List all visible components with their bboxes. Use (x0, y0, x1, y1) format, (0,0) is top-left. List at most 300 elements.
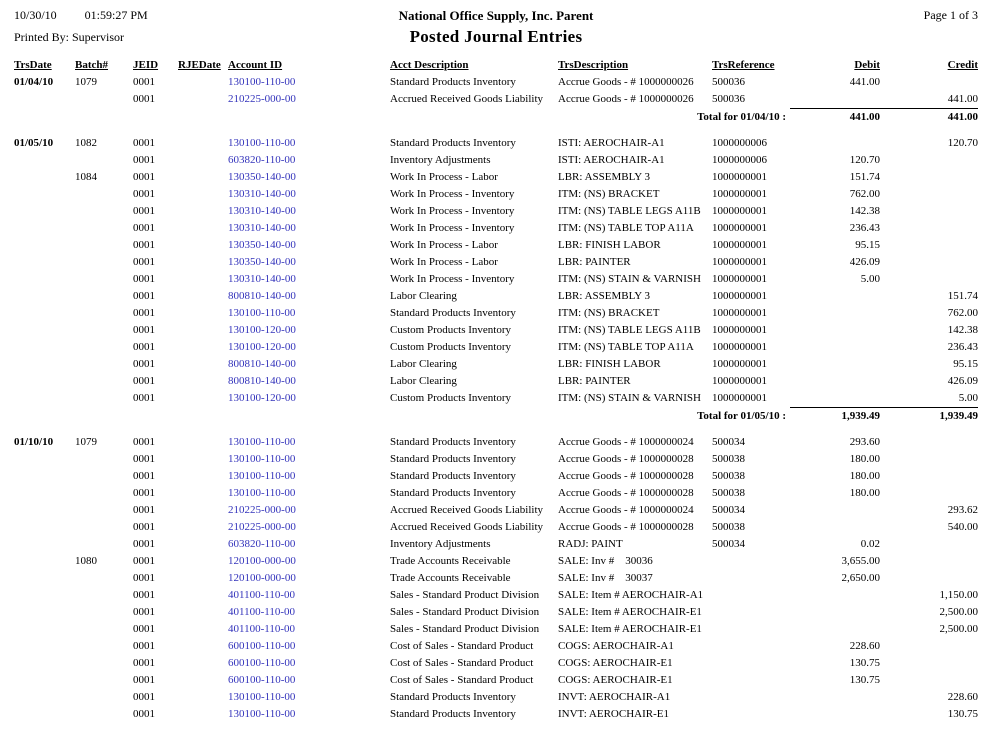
batch-cell: 1080 (75, 555, 97, 567)
batch-cell (75, 254, 133, 271)
acct-description-cell: Work In Process - Inventory (390, 273, 515, 285)
acct-description-cell: Inventory Adjustments (390, 154, 491, 166)
trs-date-cell (14, 468, 75, 485)
credit-cell (880, 536, 978, 553)
credit-cell (880, 570, 978, 587)
jeid-cell: 0001 (133, 470, 155, 482)
jeid-cell: 0001 (133, 358, 155, 370)
rje-date-cell (178, 604, 228, 621)
col-trsdate: TrsDate (14, 59, 52, 71)
trs-description-cell: ITM: (NS) TABLE TOP A11A (558, 341, 694, 353)
account-id-link[interactable]: 130100-110-00 (228, 470, 296, 482)
report-title: Posted Journal Entries (409, 27, 583, 46)
debit-cell (790, 339, 880, 356)
credit-cell: 441.00 (947, 93, 978, 105)
trs-date-cell (14, 519, 75, 536)
trs-reference-cell: 1000000001 (712, 375, 767, 387)
trs-description-cell: LBR: ASSEMBLY 3 (558, 171, 651, 183)
account-id-link[interactable]: 130100-110-00 (228, 307, 296, 319)
trs-date-cell (14, 203, 75, 220)
group-spacer (14, 723, 978, 732)
trs-reference-cell (712, 621, 790, 638)
rje-date-cell (178, 672, 228, 689)
debit-cell (790, 390, 880, 408)
trs-reference-cell: 1000000001 (712, 205, 767, 217)
debit-cell: 5.00 (860, 273, 880, 285)
debit-cell: 2,650.00 (841, 572, 880, 584)
acct-description-cell: Sales - Standard Product Division (390, 623, 540, 635)
account-id-link[interactable]: 130350-140-00 (228, 239, 296, 251)
credit-cell (880, 672, 978, 689)
column-header-row (14, 57, 978, 74)
batch-cell (75, 468, 133, 485)
trs-date-cell: 01/10/10 (14, 436, 54, 448)
rje-date-cell (178, 638, 228, 655)
jeid-cell: 0001 (133, 453, 155, 465)
trs-description-cell: Accrue Goods - # 1000000026 (558, 76, 694, 88)
trs-date-cell (14, 288, 75, 305)
debit-cell (790, 587, 880, 604)
print-date: 10/30/10 (14, 8, 57, 22)
credit-cell (880, 74, 978, 91)
account-id-link[interactable]: 600100-110-00 (228, 657, 296, 669)
jeid-cell: 0001 (133, 708, 155, 720)
trs-reference-cell (712, 655, 790, 672)
account-id-link[interactable]: 130100-120-00 (228, 324, 296, 336)
trs-date-cell (14, 638, 75, 655)
journal-entry-row (14, 339, 978, 356)
debit-cell: 441.00 (849, 76, 880, 88)
batch-cell (75, 271, 133, 288)
jeid-cell: 0001 (133, 589, 155, 601)
credit-cell (880, 203, 978, 220)
trs-reference-cell (712, 587, 790, 604)
trs-description-cell: ITM: (NS) TABLE TOP A11A (558, 222, 694, 234)
credit-cell (880, 152, 978, 169)
rje-date-cell (178, 339, 228, 356)
acct-description-cell: Custom Products Inventory (390, 392, 511, 404)
account-id-link[interactable]: 130310-140-00 (228, 273, 296, 285)
credit-cell: 5.00 (958, 392, 978, 404)
rje-date-cell (178, 203, 228, 220)
debit-cell: 130.75 (849, 674, 880, 686)
trs-description-cell: ITM: (NS) TABLE LEGS A11B (558, 324, 701, 336)
rje-date-cell (178, 536, 228, 553)
account-id-link[interactable]: 600100-110-00 (228, 640, 296, 652)
rje-date-cell (178, 468, 228, 485)
credit-cell (880, 169, 978, 186)
col-trs-reference: TrsReference (712, 59, 775, 71)
trs-date-cell: 01/05/10 (14, 137, 54, 149)
jeid-cell: 0001 (133, 256, 155, 268)
journal-entry-row (14, 237, 978, 254)
jeid-cell: 0001 (133, 487, 155, 499)
trs-description-cell: ISTI: AEROCHAIR-A1 (558, 137, 665, 149)
jeid-cell: 0001 (133, 623, 155, 635)
trs-description-cell: LBR: FINISH LABOR (558, 239, 661, 251)
rje-date-cell (178, 322, 228, 339)
batch-cell (75, 485, 133, 502)
jeid-cell: 0001 (133, 93, 155, 105)
trs-description-cell: COGS: AEROCHAIR-E1 (558, 674, 673, 686)
trs-reference-cell: 1000000001 (712, 358, 767, 370)
credit-cell: 236.43 (947, 341, 978, 353)
acct-description-cell: Trade Accounts Receivable (390, 572, 511, 584)
trs-reference-cell: 1000000001 (712, 392, 767, 404)
account-id-link[interactable]: 401100-110-00 (228, 606, 296, 618)
journal-entry-row (14, 434, 978, 451)
batch-cell (75, 91, 133, 109)
jeid-cell: 0001 (133, 171, 155, 183)
trs-description-cell: SALE: Item # AEROCHAIR-A1 (558, 589, 704, 601)
batch-cell: 1079 (75, 76, 97, 88)
debit-cell: 130.75 (849, 657, 880, 669)
trs-date-cell (14, 271, 75, 288)
credit-cell: 426.09 (947, 375, 978, 387)
account-id-link[interactable]: 401100-110-00 (228, 623, 296, 635)
credit-cell: 2,500.00 (939, 606, 978, 618)
debit-cell: 120.70 (849, 154, 880, 166)
trs-reference-cell: 500038 (712, 470, 745, 482)
trs-reference-cell: 500038 (712, 453, 745, 465)
trs-reference-cell: 1000000001 (712, 324, 767, 336)
col-credit: Credit (947, 59, 978, 71)
batch-cell: 1082 (75, 137, 97, 149)
journal-entry-row (14, 271, 978, 288)
trs-reference-cell: 1000000006 (712, 154, 767, 166)
account-id-link[interactable]: 130310-140-00 (228, 205, 296, 217)
acct-description-cell: Accrued Received Goods Liability (390, 521, 544, 533)
jeid-cell: 0001 (133, 572, 155, 584)
jeid-cell: 0001 (133, 657, 155, 669)
trs-description-cell: ITM: (NS) STAIN & VARNISH (558, 392, 701, 404)
account-id-link[interactable]: 603820-110-00 (228, 154, 296, 166)
group-total-credit: 441.00 (880, 109, 978, 127)
batch-cell (75, 587, 133, 604)
trs-description-cell: INVT: AEROCHAIR-E1 (558, 708, 669, 720)
jeid-cell: 0001 (133, 436, 155, 448)
acct-description-cell: Labor Clearing (390, 375, 457, 387)
account-id-link[interactable]: 130350-140-00 (228, 171, 296, 183)
rje-date-cell (178, 434, 228, 451)
group-total-label: Total for 01/05/10 : (697, 409, 786, 422)
journal-entry-row (14, 621, 978, 638)
journal-entry-row (14, 672, 978, 689)
batch-cell (75, 237, 133, 254)
account-id-link[interactable]: 130310-140-00 (228, 222, 296, 234)
trs-date-cell (14, 186, 75, 203)
credit-cell: 540.00 (947, 521, 978, 533)
batch-cell (75, 604, 133, 621)
credit-cell: 2,500.00 (939, 623, 978, 635)
debit-cell (790, 604, 880, 621)
journal-entry-row (14, 356, 978, 373)
account-id-link[interactable]: 130100-110-00 (228, 708, 296, 720)
jeid-cell: 0001 (133, 691, 155, 703)
trs-date-cell (14, 390, 75, 408)
rje-date-cell (178, 305, 228, 322)
debit-cell (790, 706, 880, 723)
rje-date-cell (178, 237, 228, 254)
rje-date-cell (178, 502, 228, 519)
acct-description-cell: Work In Process - Inventory (390, 222, 515, 234)
batch-cell (75, 638, 133, 655)
debit-cell: 3,655.00 (841, 555, 880, 567)
trs-reference-cell: 1000000001 (712, 307, 767, 319)
account-id-link[interactable]: 130100-110-00 (228, 76, 296, 88)
debit-cell: 0.02 (860, 538, 880, 550)
group-total-debit: 441.00 (790, 109, 880, 127)
trs-reference-cell (712, 638, 790, 655)
journal-entry-row (14, 373, 978, 390)
journal-entry-row (14, 604, 978, 621)
trs-description-cell: INVT: AEROCHAIR-A1 (558, 691, 671, 703)
journal-entry-row (14, 468, 978, 485)
jeid-cell: 0001 (133, 375, 155, 387)
trs-description-cell: Accrue Goods - # 1000000024 (558, 436, 694, 448)
jeid-cell: 0001 (133, 606, 155, 618)
credit-cell: 293.62 (947, 504, 978, 516)
batch-cell (75, 305, 133, 322)
group-spacer (14, 126, 978, 135)
print-datetime (14, 8, 249, 23)
batch-cell: 1084 (75, 171, 97, 183)
journal-entry-row (14, 390, 978, 408)
trs-date-cell (14, 621, 75, 638)
rje-date-cell (178, 91, 228, 109)
rje-date-cell (178, 271, 228, 288)
trs-reference-cell: 1000000001 (712, 273, 767, 285)
jeid-cell: 0001 (133, 324, 155, 336)
account-id-link[interactable]: 120100-000-00 (228, 555, 296, 567)
account-id-link[interactable]: 800810-140-00 (228, 290, 296, 302)
trs-reference-cell (712, 553, 790, 570)
rje-date-cell (178, 186, 228, 203)
col-rjedate: RJEDate (178, 59, 221, 71)
acct-description-cell: Cost of Sales - Standard Product (390, 674, 534, 686)
journal-entry-row (14, 169, 978, 186)
acct-description-cell: Work In Process - Inventory (390, 205, 515, 217)
trs-reference-cell: 1000000001 (712, 290, 767, 302)
journal-entry-row (14, 152, 978, 169)
trs-date-cell (14, 220, 75, 237)
jeid-cell: 0001 (133, 640, 155, 652)
trs-date-cell (14, 451, 75, 468)
trs-date-cell (14, 91, 75, 109)
print-time: 01:59:27 PM (84, 8, 148, 22)
account-id-link[interactable]: 120100-000-00 (228, 572, 296, 584)
acct-description-cell: Work In Process - Labor (390, 239, 498, 251)
journal-entries-table (14, 57, 978, 732)
credit-cell (880, 553, 978, 570)
debit-cell (790, 135, 880, 152)
jeid-cell: 0001 (133, 290, 155, 302)
journal-entry-row (14, 220, 978, 237)
acct-description-cell: Cost of Sales - Standard Product (390, 657, 534, 669)
debit-cell: 180.00 (849, 487, 880, 499)
debit-cell: 95.15 (855, 239, 880, 251)
account-id-link[interactable]: 130100-120-00 (228, 341, 296, 353)
journal-entry-row (14, 203, 978, 220)
rje-date-cell (178, 689, 228, 706)
acct-description-cell: Accrued Received Goods Liability (390, 504, 544, 516)
journal-entry-row (14, 322, 978, 339)
trs-description-cell: COGS: AEROCHAIR-E1 (558, 657, 673, 669)
trs-reference-cell (712, 604, 790, 621)
trs-description-cell: ITM: (NS) BRACKET (558, 307, 660, 319)
account-id-link[interactable]: 130100-110-00 (228, 453, 296, 465)
batch-cell (75, 152, 133, 169)
account-id-link[interactable]: 600100-110-00 (228, 674, 296, 686)
account-id-link[interactable]: 800810-140-00 (228, 375, 296, 387)
debit-cell (790, 519, 880, 536)
journal-entry-row (14, 186, 978, 203)
jeid-cell: 0001 (133, 76, 155, 88)
trs-date-cell (14, 689, 75, 706)
trs-description-cell: LBR: ASSEMBLY 3 (558, 290, 651, 302)
journal-entry-row (14, 638, 978, 655)
account-id-link[interactable]: 130100-110-00 (228, 691, 296, 703)
account-id-link[interactable]: 130310-140-00 (228, 188, 296, 200)
acct-description-cell: Work In Process - Inventory (390, 188, 515, 200)
group-total-credit: 1,939.49 (880, 408, 978, 426)
rje-date-cell (178, 519, 228, 536)
rje-date-cell (178, 169, 228, 186)
rje-date-cell (178, 135, 228, 152)
trs-reference-cell: 1000000001 (712, 256, 767, 268)
debit-cell (790, 502, 880, 519)
batch-cell (75, 220, 133, 237)
rje-date-cell (178, 390, 228, 408)
account-id-link[interactable]: 800810-140-00 (228, 358, 296, 370)
credit-cell: 130.75 (947, 708, 978, 720)
trs-date-cell (14, 152, 75, 169)
account-id-link[interactable]: 210225-000-00 (228, 93, 296, 105)
trs-description-cell: COGS: AEROCHAIR-A1 (558, 640, 674, 652)
jeid-cell: 0001 (133, 137, 155, 149)
trs-description-cell: RADJ: PAINT (558, 538, 623, 550)
trs-reference-cell: 1000000001 (712, 222, 767, 234)
credit-cell: 762.00 (947, 307, 978, 319)
header-center (249, 8, 743, 47)
batch-cell (75, 356, 133, 373)
page-indicator: Page 1 of 3 (923, 8, 978, 22)
journal-entry-row (14, 587, 978, 604)
account-id-link[interactable]: 130100-120-00 (228, 392, 296, 404)
rje-date-cell (178, 655, 228, 672)
jeid-cell: 0001 (133, 504, 155, 516)
jeid-cell: 0001 (133, 273, 155, 285)
batch-cell (75, 672, 133, 689)
debit-cell (790, 373, 880, 390)
debit-cell: 426.09 (849, 256, 880, 268)
batch-cell (75, 655, 133, 672)
col-jeid: JEID (133, 59, 159, 71)
rje-date-cell (178, 288, 228, 305)
acct-description-cell: Standard Products Inventory (390, 470, 516, 482)
account-id-link[interactable]: 130100-110-00 (228, 436, 296, 448)
debit-cell: 151.74 (849, 171, 880, 183)
trs-reference-cell (712, 706, 790, 723)
account-id-link[interactable]: 401100-110-00 (228, 589, 296, 601)
account-id-link[interactable]: 210225-000-00 (228, 504, 296, 516)
trs-reference-cell: 500038 (712, 487, 745, 499)
trs-description-cell: Accrue Goods - # 1000000026 (558, 93, 694, 105)
journal-entry-row (14, 135, 978, 152)
debit-cell: 142.38 (849, 205, 880, 217)
acct-description-cell: Sales - Standard Product Division (390, 606, 540, 618)
acct-description-cell: Sales - Standard Product Division (390, 589, 540, 601)
acct-description-cell: Standard Products Inventory (390, 436, 516, 448)
journal-entry-row (14, 485, 978, 502)
account-id-link[interactable]: 210225-000-00 (228, 521, 296, 533)
batch-cell (75, 288, 133, 305)
jeid-cell: 0001 (133, 555, 155, 567)
trs-description-cell: SALE: Inv # 30036 (558, 555, 653, 567)
report-header (14, 8, 978, 47)
journal-entry-row (14, 706, 978, 723)
trs-description-cell: LBR: PAINTER (558, 375, 631, 387)
trs-description-cell: LBR: PAINTER (558, 256, 631, 268)
group-total-label: Total for 01/04/10 : (697, 110, 786, 123)
trs-date-cell (14, 502, 75, 519)
jeid-cell: 0001 (133, 222, 155, 234)
journal-entry-row (14, 655, 978, 672)
debit-cell: 762.00 (849, 188, 880, 200)
credit-cell: 228.60 (947, 691, 978, 703)
batch-cell (75, 322, 133, 339)
account-id-link[interactable]: 130100-110-00 (228, 137, 296, 149)
trs-date-cell (14, 485, 75, 502)
acct-description-cell: Inventory Adjustments (390, 538, 491, 550)
debit-cell (790, 356, 880, 373)
journal-entry-row (14, 74, 978, 91)
debit-cell (790, 621, 880, 638)
trs-description-cell: ISTI: AEROCHAIR-A1 (558, 154, 665, 166)
account-id-link[interactable]: 130350-140-00 (228, 256, 296, 268)
group-spacer (14, 425, 978, 434)
trs-description-cell: Accrue Goods - # 1000000028 (558, 487, 694, 499)
journal-entry-row (14, 570, 978, 587)
trs-description-cell: ITM: (NS) BRACKET (558, 188, 660, 200)
group-total-row (14, 408, 978, 426)
batch-cell (75, 203, 133, 220)
journal-entry-row (14, 553, 978, 570)
batch-cell (75, 621, 133, 638)
rje-date-cell (178, 621, 228, 638)
trs-date-cell (14, 169, 75, 186)
jeid-cell: 0001 (133, 521, 155, 533)
credit-cell (880, 638, 978, 655)
account-id-link[interactable]: 603820-110-00 (228, 538, 296, 550)
debit-cell (790, 305, 880, 322)
batch-cell: 1079 (75, 436, 97, 448)
acct-description-cell: Custom Products Inventory (390, 341, 511, 353)
jeid-cell: 0001 (133, 674, 155, 686)
account-id-link[interactable]: 130100-110-00 (228, 487, 296, 499)
trs-date-cell (14, 254, 75, 271)
trs-description-cell: Accrue Goods - # 1000000024 (558, 504, 694, 516)
trs-date-cell: 01/04/10 (14, 76, 54, 88)
batch-cell (75, 502, 133, 519)
trs-date-cell (14, 604, 75, 621)
acct-description-cell: Standard Products Inventory (390, 453, 516, 465)
jeid-cell: 0001 (133, 188, 155, 200)
batch-cell (75, 536, 133, 553)
trs-description-cell: SALE: Item # AEROCHAIR-E1 (558, 623, 702, 635)
group-total-debit: 1,939.49 (790, 408, 880, 426)
rje-date-cell (178, 553, 228, 570)
